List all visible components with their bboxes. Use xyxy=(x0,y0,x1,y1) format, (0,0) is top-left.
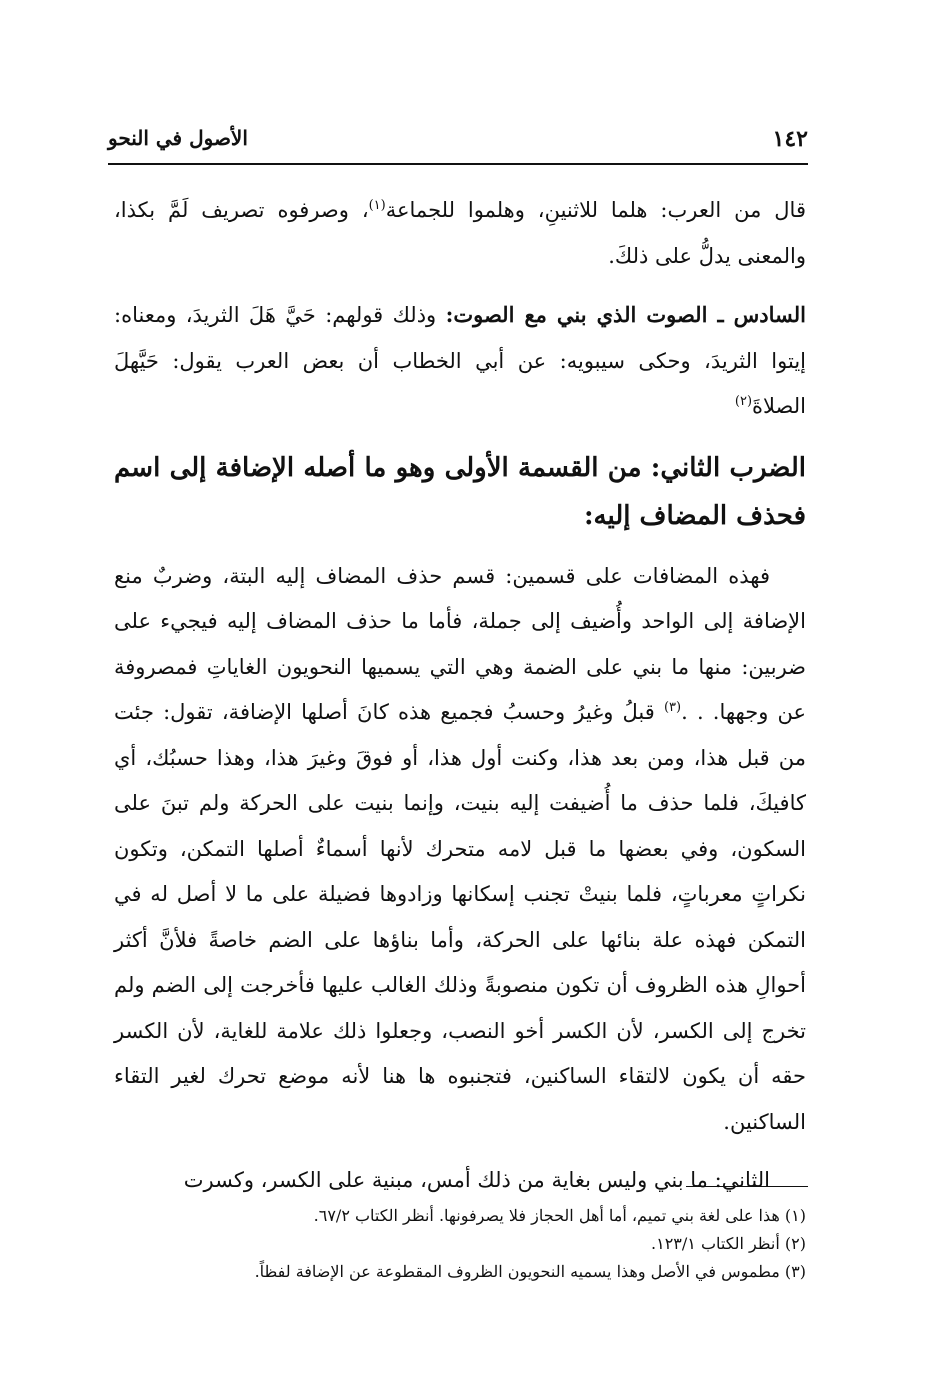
section-heading: الضرب الثاني: من القسمة الأولى وهو ما أصله الإضافة إلى اسم فحذف المضاف إليه: xyxy=(114,452,806,531)
paragraph-3 xyxy=(114,554,806,1146)
footnote-ref-3: (٣) xyxy=(663,700,682,715)
footnotes xyxy=(150,1202,806,1286)
header-divider xyxy=(108,163,808,165)
paragraph-2 xyxy=(114,292,806,430)
running-title: الأصول في النحو xyxy=(108,126,248,150)
paragraph-text: قبلُ وغيرُ وحسبُ فجميع هذه كانَ أصلها الإضافة، تقول: جئت من قبل هذا، ومن بعد هذا، وكنت أول هذا، أو فوقَ وغيرَ هذا، وهذا حسبُك، أي كافيكَ، فلما حذف ما أُضيفت إليه بنيت، وإنما بنيت على الحركة ولم تبنَ على السكون، وفي بعضها ما قبل لامه متحرك لأنها أسماءٌ أصلها التمكن، وتكون نكراتٍ معرباتٍ، فلما بنيتْ تجنب إسكانها وزادوها فضيلة على ما لا أصل له في التمكن فهذه علة بنائها على الحركة، وأما بناؤها على الضم خاصةً فلأنَّ أكثر أحوالِ هذه الظروف أن تكون منصوبةً وذلك الغالب عليها فأخرجت إلى الضم ولم تخرج إلى الكسر، لأن الكسر أخو النصب، وجعلوا ذلك علامة للغاية، لأن الكسر حقه أن يكون لالتقاء الساكنين، فتجنبوه ها هنا لأنه موضع تحرك لغير التقاء الساكنين. xyxy=(114,700,806,1134)
main-text xyxy=(114,188,806,1204)
paragraph-text: فهذه المضافات على قسمين: قسم حذف المضاف إليه البتة، وضربٌ منع الإضافة إلى الواحد وأُضيف إلى جملة، فأما ما حذف المضاف إليه فيجيء على ضربين: منها ما بني على الضمة وهي التي يسميها النحويون الغاياتِ فمصروفة عن وجهها. . . xyxy=(114,563,807,724)
page-header xyxy=(108,124,808,160)
footnote-ref-2: (٢) xyxy=(734,394,753,409)
page-number: ١٤٢ xyxy=(772,126,808,152)
footnote-1: (١) هذا على لغة بني تميم، أما أهل الحجاز فلا يصرفونها. أنظر الكتاب ٦٧/٢. xyxy=(313,1206,806,1225)
paragraph-4 xyxy=(114,1158,806,1204)
footnote-2: (٢) أنظر الكتاب ١٢٣/١. xyxy=(651,1234,806,1253)
paragraph-text: ، وصرفوه تصريف لَمَّ بكذا، والمعنى يدلُّ على ذلكَ. xyxy=(114,198,806,268)
footnote-3: (٣) مطموس في الأصل وهذا يسميه النحويون الظروف المقطوعة عن الإضافة لفظاً. xyxy=(254,1262,806,1281)
footnote-divider xyxy=(686,1186,808,1187)
footnote-ref-1: (١) xyxy=(368,198,386,213)
paragraph-1 xyxy=(114,188,806,279)
section-lead: السادس ـ الصوت الذي بني مع الصوت: xyxy=(445,302,806,327)
paragraph-text: وذلك قولهم: حَيَّ هَلَ الثريدَ، ومعناه: إيتوا الثريدَ، وحكى سيبويه: عن أبي الخطاب أن بعض العرب يقول: حَيَّهلَ الصلاةَ xyxy=(114,303,806,418)
paragraph-text: قال من العرب: هلما للاثنينِ، وهلموا للجماعة xyxy=(385,198,806,222)
paragraph-text: الثاني: ما بني وليس بغاية من ذلك أمس، مبنية على الكسر، وكسرت xyxy=(183,1168,770,1192)
